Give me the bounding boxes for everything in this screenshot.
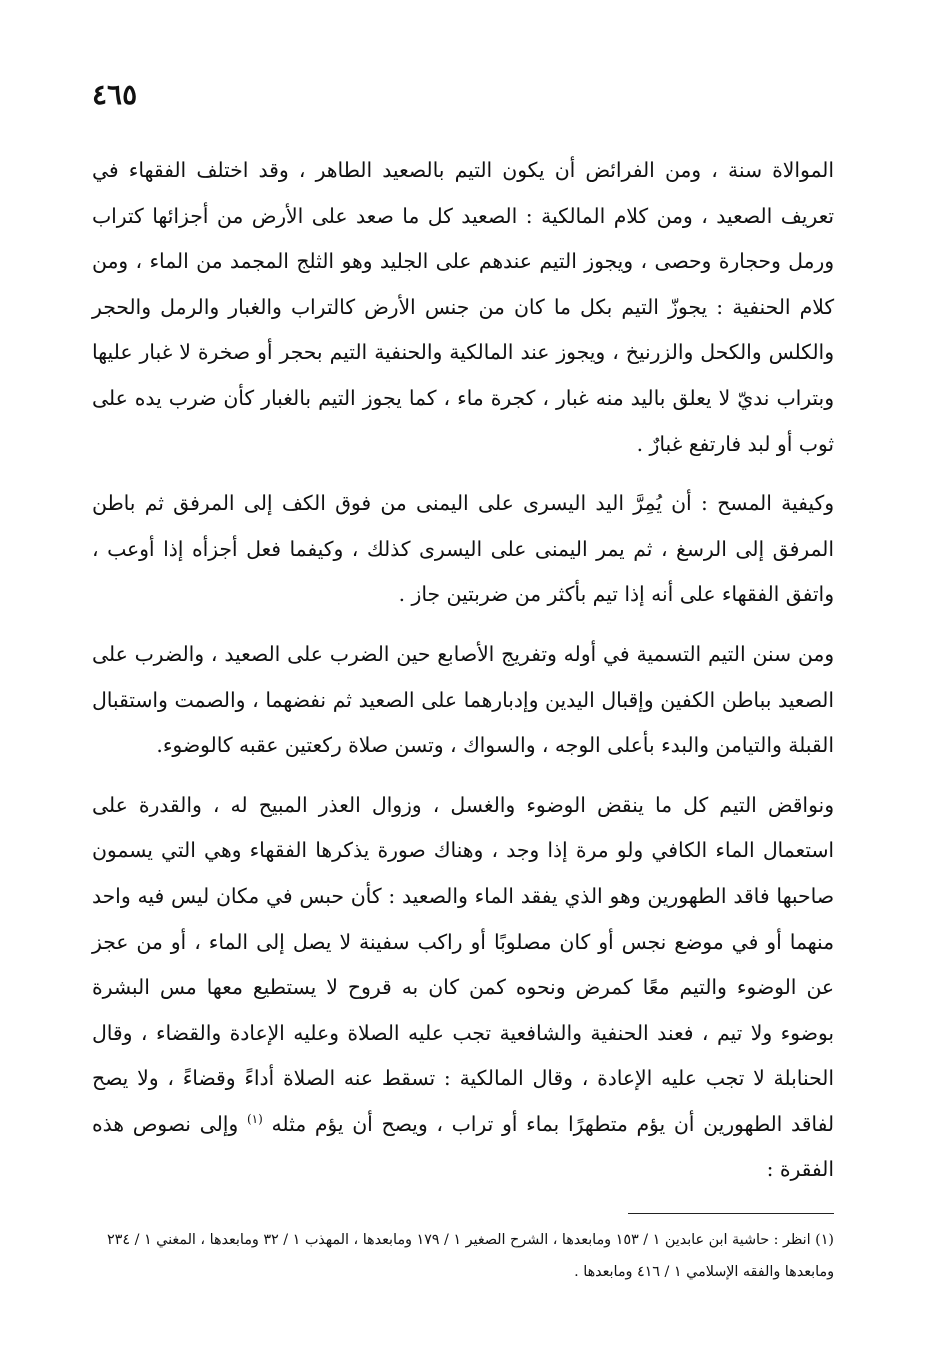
paragraph-text: ونواقض التيم كل ما ينقض الوضوء والغسل ، وزوال العذر المبيح له ، والقدرة على استعمال الماء الكافي ولو مرة إذا وجد ، وهناك صورة يذكرها الفقهاء وهي التي يسمون صاحبها فاقد الطهورين وهو الذي يفقد الماء والصعيد : كأن حبس في مكان ليس فيه واحد منهما أو في موضع نجس أو كان مصلوبًا أو راكب سفينة لا يصل إلى الماء ، أو من عجز عن الوضوء والتيم معًا كمرض ونحوه كمن كان به قروح لا يستطيع معها مس البشرة بوضوء ولا تيم ، فعند الحنفية والشافعية تجب عليه الصلاة وعليه الإعادة والقضاء ، وقال الحنابلة لا تجب عليه الإعادة ، وقال المالكية : تسقط عنه الصلاة أداءً وقضاءً ، ولا يصح لفاقد الطهورين أن يؤم متطهرًا بماء أو تراب ، ويصح أن يؤم مثله <box>92 792 835 1136</box>
page-number: ٤٦٥ <box>92 78 138 111</box>
paragraph-wiping-method: وكيفية المسح : أن يُمِرَّ اليد اليسرى على اليمنى من فوق الكف إلى المرفق ثم باطن المرفق إلى الرسغ ، ثم يمر اليمنى على اليسرى كذلك ، وكيفما فعل أجزأه إذا أوعب ، واتفق الفقهاء على أنه إذا تيم بأكثر من ضربتين جاز . <box>92 491 834 607</box>
paragraph-text-continued: وإلى نصوص هذه الفقرة : <box>92 1111 834 1182</box>
footnote-item: (١) انظر : حاشية ابن عابدين ١ / ١٥٣ ومابعدها ، الشرح الصغير ١ / ١٧٩ ومابعدها ، المهذب ١ / ٣٢ ومابعدها ، المغني ١ / ٢٣٤ ومابعدها والفقه الإسلامي ١ / ٤١٦ ومابعدها . <box>106 1232 834 1280</box>
paragraph-tayammum-sunnahs: ومن سنن التيم التسمية في أوله وتفريج الأصابع حين الضرب على الصعيد ، والضرب على الصعيد بباطن الكفين وإقبال اليدين وإدبارهما على الصعيد ثم نفضهما ، والصمت واستقبال القبلة والتيامن والبدء بأعلى الوجه ، والسواك ، وتسن صلاة ركعتين عقبه كالوضوء. <box>92 641 834 758</box>
footnotes-section <box>92 1224 834 1288</box>
body-text <box>92 148 834 1193</box>
paragraph-tayammum-nullifiers <box>92 783 834 1193</box>
paragraph-tayammum-surface: الموالاة سنة ، ومن الفرائض أن يكون التيم بالصعيد الطاهر ، وقد اختلف الفقهاء في تعريف الصعيد ، ومن كلام المالكية : الصعيد كل ما صعد على الأرض من أجزائها كتراب ورمل وحجارة وحصى ، ويجوز التيم عندهم على الجليد وهو الثلج المجمد من الماء ، ومن كلام الحنفية : يجوزّ التيم بكل ما كان من جنس الأرض كالتراب والغبار والرمل والحجر والكلس والكحل والزرنيخ ، ويجوز عند المالكية والحنفية التيم بحجر أو صخرة لا غبار عليها وبتراب نديّ لا يعلق باليد منه غبار ، كجرة ماء ، كما يجوز التيم بالغبار كأن ضرب يده على ثوب أو لبد فارتفع غبارٌ . <box>92 158 834 456</box>
footnote-reference[interactable]: (١) <box>246 1112 263 1127</box>
footnote-divider <box>628 1213 834 1214</box>
